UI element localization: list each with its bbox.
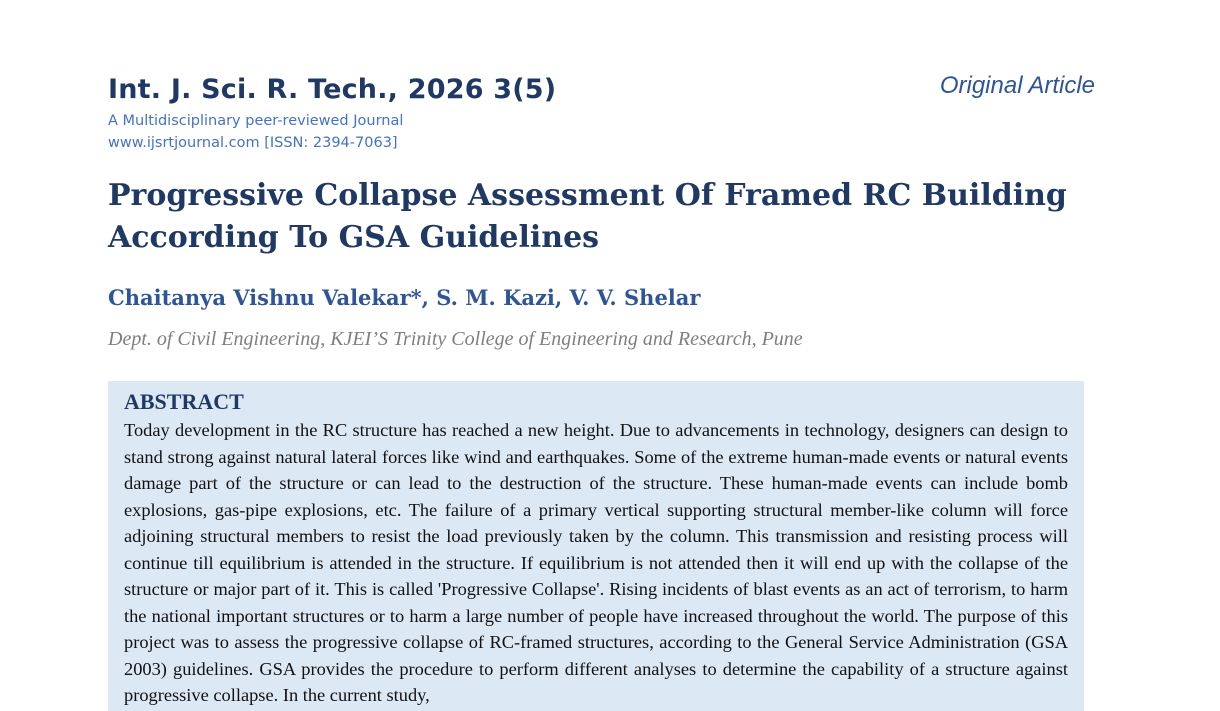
journal-subtitle: A Multidisciplinary peer-reviewed Journal bbox=[108, 113, 404, 129]
affiliation: Dept. of Civil Engineering, KJEI’S Trinity College of Engineering and Research, Pune bbox=[108, 328, 803, 350]
abstract-heading: ABSTRACT bbox=[124, 389, 244, 414]
abstract-text: Today development in the RC structure has reached a new height. Due to advancements in technology, designers can design to stand strong against natural lateral forces like wind and earthquakes. Some of the extreme human-made events or natural events damage part of the structure or can lead to the destruction of the structure. These human-made events can include bomb explosions, gas-pipe explosions, etc. The failure of a primary vertical supporting structural member-like column will force adjoining structural members to resist the load previously taken by the column. This transmission and resisting process will continue till equilibrium is attended in the structure. If equilibrium is not attended then it will end up with the collapse of the structure or major part of it. This is called 'Progressive Collapse'. Rising incidents of blast events as an act of terrorism, to harm the national important structures or to harm a large number of people have increased throughout the world. The purpose of this project was to assess the progressive collapse of RC-framed structures, according to the General Service Administration (GSA 2003) guidelines. GSA provides the procedure to perform different analyses to determine the capability of a structure against progressive collapse. In the current study, bbox=[124, 420, 1068, 705]
journal-title: Int. J. Sci. R. Tech., 2026 3(5) bbox=[108, 74, 557, 105]
journal-url-issn: www.ijsrtjournal.com [ISSN: 2394-7063] bbox=[108, 135, 398, 151]
abstract-box bbox=[108, 381, 1084, 711]
article-type-label: Original Article bbox=[939, 72, 1095, 99]
authors: Chaitanya Vishnu Valekar*, S. M. Kazi, V. V. Shelar bbox=[108, 285, 701, 310]
paper-title: Progressive Collapse Assessment Of Framed RC Building According To GSA Guidelines bbox=[108, 178, 1067, 255]
